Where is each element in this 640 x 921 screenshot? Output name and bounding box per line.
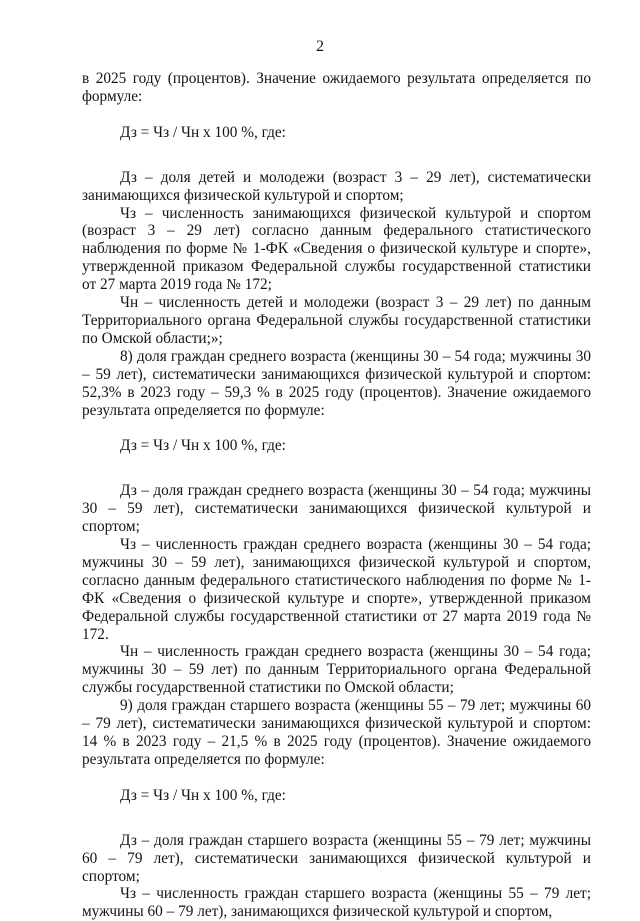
definition-chz-1: Чз – численность занимающихся физической культурой и спортом (возраст 3 – 29 лет) согласно данным федерального статистического наблюдения по форме № 1-ФК «Сведения о физической культуре и спорте», утвержденной приказом Федеральной службы государственной статистики от 27 марта 2019 года № 172; [82, 204, 591, 294]
paragraph-intro: в 2025 году (процентов). Значение ожидаемого результата определяется по формуле: [82, 70, 591, 105]
formula-1: Дз = Чз / Чн x 100 %, где: [120, 123, 286, 141]
definition-dz-1: Дз – доля детей и молодежи (возраст 3 – 29 лет), систематически занимающихся физической культурой и спортом; [82, 168, 591, 204]
definition-chz-2: Чз – численность граждан среднего возраста (женщины 30 – 54 года; мужчины 30 – 59 лет), занимающихся физической культурой и спортом, согласно данным федерального статистического наблюдения по форме № 1-ФК «Сведения о физической культуре и спорте», утвержденной приказом Федеральной службы государственной статистики от 27 марта 2019 года № 172. [82, 536, 591, 643]
document-body [82, 70, 591, 921]
definition-dz-3: Дз – доля граждан старшего возраста (женщины 55 – 79 лет; мужчины 60 – 79 лет), систематически занимающихся физической культурой и спортом; [82, 831, 591, 885]
formula-2: Дз = Чз / Чн x 100 %, где: [120, 437, 286, 455]
definition-chn-2: Чн – численность граждан среднего возраста (женщины 30 – 54 года; мужчины 30 – 59 лет) по данным Территориального органа Федеральной службы государственной статистики по Омской области; [82, 643, 591, 697]
definition-chn-1: Чн – численность детей и молодежи (возраст 3 – 29 лет) по данным Территориального органа Федеральной службы государственной статистики по Омской области;»; [82, 294, 591, 347]
formula-3: Дз = Чз / Чн x 100 %, где: [120, 786, 286, 804]
definition-dz-2: Дз – доля граждан среднего возраста (женщины 30 – 54 года; мужчины 30 – 59 лет), систематически занимающихся физической культурой и спортом; [82, 482, 591, 536]
page-number: 2 [316, 38, 324, 55]
definition-chz-3: Чз – численность граждан старшего возраста (женщины 55 – 79 лет; мужчины 60 – 79 лет), занимающихся физической культурой и спортом, [82, 885, 591, 921]
list-item-9: 9) доля граждан старшего возраста (женщины 55 – 79 лет; мужчины 60 – 79 лет), систематически занимающихся физической культурой и спортом: 14 % в 2023 году – 21,5 % в 2025 году (процентов). Значение ожидаемого результата определяется по формуле: [82, 697, 591, 768]
list-item-8: 8) доля граждан среднего возраста (женщины 30 – 54 года; мужчины 30 – 59 лет), систематически занимающихся физической культурой и спортом: 52,3% в 2023 году – 59,3 % в 2025 году (процентов). Значение ожидаемого результата определяется по формуле: [82, 347, 591, 419]
